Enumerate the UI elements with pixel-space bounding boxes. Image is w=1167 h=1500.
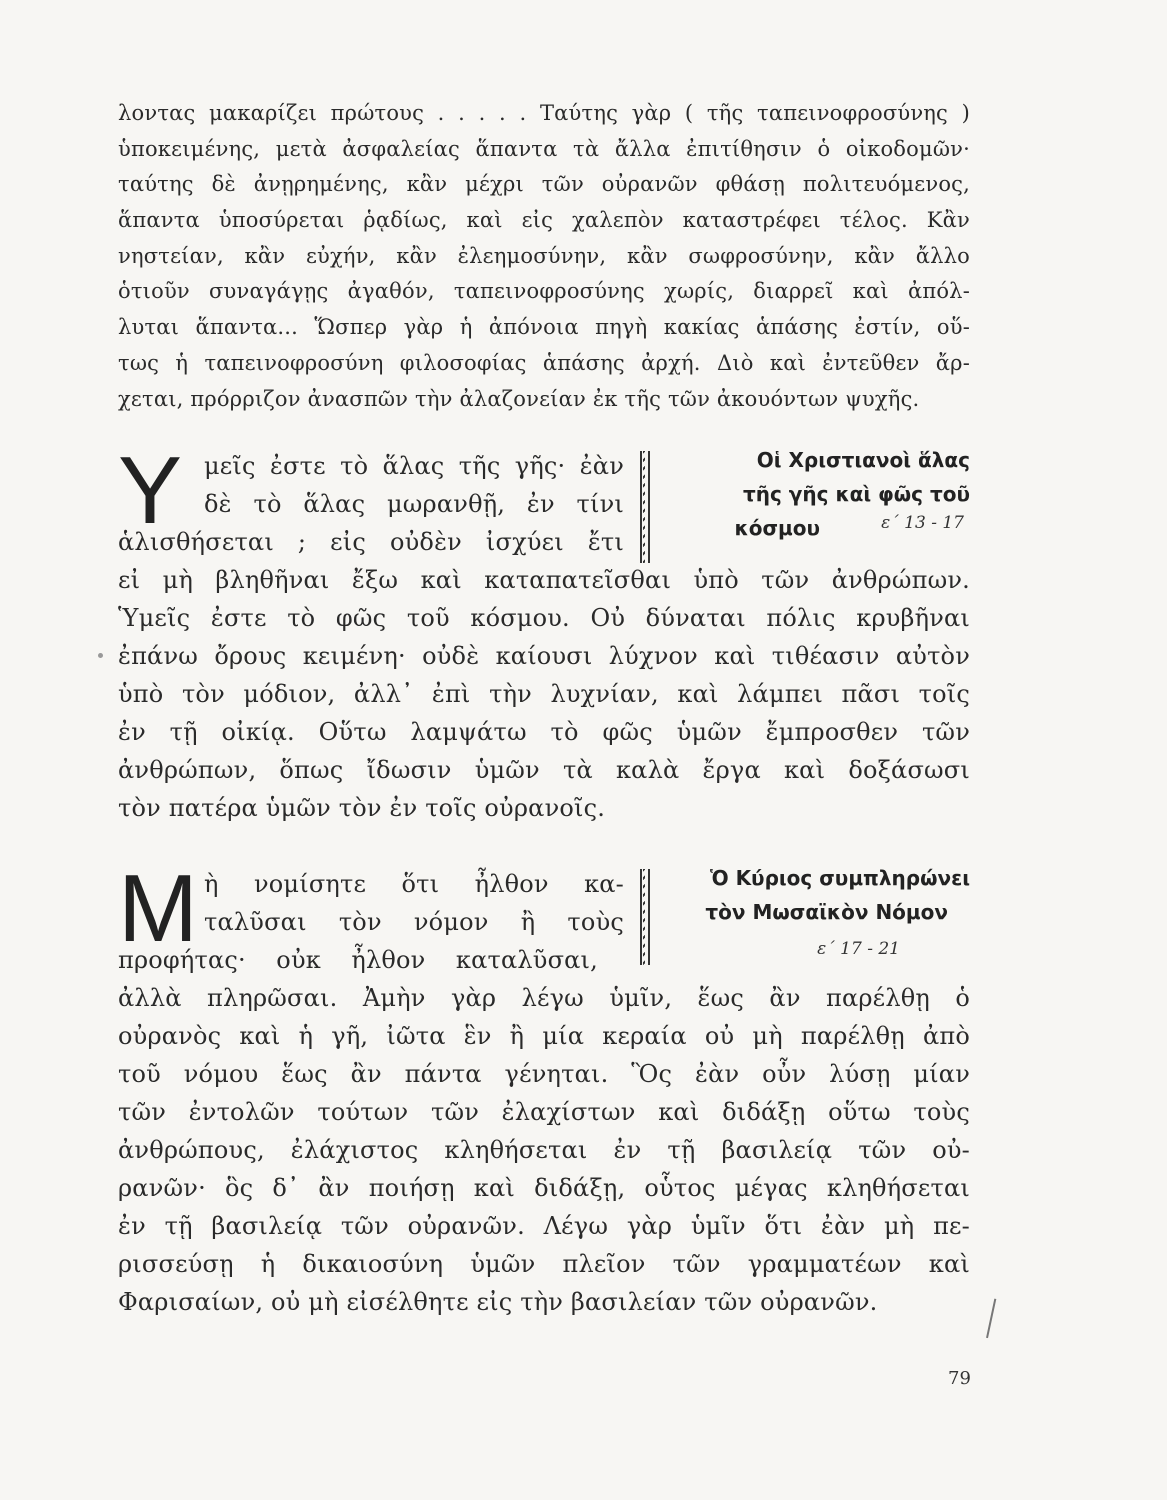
text-line: τῶν ἐντολῶν τούτων τῶν ἐλαχίστων καὶ διδάξῃ οὕτω τοὺς [118,1098,970,1126]
text-line: ρανῶν· ὃς δ᾽ ἂν ποιήσῃ καὶ διδάξῃ, οὗτος μέγας κληθήσεται [118,1174,970,1202]
indented-lines [204,447,624,523]
text-line: ὑπὸ τὸν μόδιον, ἀλλ᾽ ἐπὶ τὴν λυχνίαν, καὶ λάμπει πᾶσι τοῖς [118,680,970,708]
text-line: τὸν πατέρα ὑμῶν τὸν ἐν τοῖς οὐρανοῖς. [118,794,606,822]
text-line: ὴ νομίσητε ὅτι ἦλθον κα- [204,870,624,898]
full-width-lines [118,561,970,827]
top-paragraph [118,96,970,417]
text-line: δὲ τὸ ἅλας μωρανθῇ, ἐν τίνι [204,490,624,518]
text-line: ὑποκειμένης, μετὰ ἀσφαλείας ἅπαντα τὰ ἄλλα ἐπιτίθησιν ὁ οἰκοδομῶν· [118,136,970,161]
text-line: τοῦ νόμου ἕως ἂν πάντα γένηται. Ὃς ἐὰν οὖν λύσῃ μίαν [118,1060,970,1088]
side-title-line: κόσμου [734,516,820,540]
drop-cap: Μ [118,855,198,962]
text-line: οὐρανὸς καὶ ἡ γῆ, ἰῶτα ἓν ἢ μία κεραία οὐ μὴ παρέλθῃ ἀπὸ [118,1022,970,1050]
verse-reference: ε΄ 17 - 21 [817,939,900,959]
text-line: ἅπαντα ὑποσύρεται ῥᾳδίως, καὶ εἰς χαλεπὸν καταστρέφει τέλος. Κἂν [118,208,970,233]
text-line: ἀνθρώπων, ὅπως ἴδωσιν ὑμῶν τὰ καλὰ ἔργα καὶ δοξάσωσι [118,756,970,784]
text-line: λυται ἅπαντα... Ὥσπερ γὰρ ἡ ἀπόνοια πηγὴ κακίας ἁπάσης ἐστίν, οὕ- [118,315,970,340]
text-line: λοντας μακαρίζει πρώτους . . . . . Ταύτης γὰρ ( τῆς ταπεινοφροσύνης ) [118,101,970,125]
text-line: χεται, πρόρριζον ἀνασπῶν τὴν ἀλαζονείαν ἐκ τῆς τῶν ἀκουόντων ψυχῆς. [118,386,920,411]
text-line: Ὑμεῖς ἐστε τὸ φῶς τοῦ κόσμου. Οὐ δύναται πόλις κρυβῆναι [118,604,970,632]
narrow-line [118,941,598,979]
hatched-rule [640,451,650,563]
text-line: ἐπάνω ὄρους κειμένη· οὐδὲ καίουσι λύχνον καὶ τιθέασιν αὐτὸν [118,642,970,670]
side-title-line: τῆς γῆς καὶ φῶς τοῦ [742,482,970,506]
page-number: 79 [948,1368,971,1389]
text-line: ἐν τῇ βασιλείᾳ τῶν οὐρανῶν. Λέγω γὰρ ὑμῖν ὅτι ἐὰν μὴ πε- [118,1212,970,1240]
side-title-line: Οἱ Χριστιανοὶ ἅλας [756,448,970,472]
hatched-rule [640,869,650,965]
text-line: ρισσεύσῃ ἡ δικαιοσύνη ὑμῶν πλεῖον τῶν γραμματέων καὶ [118,1250,970,1278]
text-line: μεῖς ἐστε τὸ ἅλας τῆς γῆς· ἐὰν [204,452,624,480]
text-line: προφήτας· οὐκ ἦλθον καταλῦσαι, [118,946,598,974]
verse-reference: ε΄ 13 - 17 [881,513,964,533]
text-line: εἰ μὴ βληθῆναι ἔξω καὶ καταπατεῖσθαι ὑπὸ τῶν ἀνθρώπων. [118,566,970,594]
text-line: ἐν τῇ οἰκίᾳ. Οὕτω λαμψάτω τὸ φῶς ὑμῶν ἔμπροσθεν τῶν [118,718,970,746]
text-line: ἀλλὰ πληρῶσαι. Ἀμὴν γὰρ λέγω ὑμῖν, ἕως ἂν παρέλθῃ ὁ [118,984,970,1012]
full-width-lines [118,979,970,1321]
drop-cap: Υ [118,437,183,544]
pencil-margin-stroke [986,1299,1012,1342]
indented-lines [204,865,624,941]
text-line: ὁτιοῦν συναγάγῃς ἀγαθόν, ταπεινοφροσύνης χωρίς, διαρρεῖ καὶ ἀπόλ- [118,279,970,304]
margin-mark [98,653,103,658]
text-line: ταλῦσαι τὸν νόμον ἢ τοὺς [204,908,624,936]
text-line: ἁλισθήσεται ; εἰς οὐδὲν ἰσχύει ἔτι [118,528,624,556]
narrow-line [118,523,624,561]
side-title-line: τὸν Μωσαϊκὸν Νόμον [705,900,948,924]
text-line: ταύτης δὲ ἀνῃρημένης, κἂν μέχρι τῶν οὐρανῶν φθάσῃ πολιτευόμενος, [118,172,970,197]
text-line: ἀνθρώπους, ἐλάχιστος κληθήσεται ἐν τῇ βασιλείᾳ τῶν οὐ- [118,1136,970,1164]
text-line: τως ἡ ταπεινοφροσύνη φιλοσοφίας ἁπάσης ἀρχή. Διὸ καὶ ἐντεῦθεν ἄρ- [118,350,970,375]
side-title-line: Ὁ Κύριος συμπληρώνει [709,866,970,890]
text-line: νηστείαν, κἂν εὐχήν, κἂν ἐλεημοσύνην, κἂν σωφροσύνην, κἂν ἄλλο [118,243,970,268]
text-line: Φαρισαίων, οὐ μὴ εἰσέλθητε εἰς τὴν βασιλείαν τῶν οὐρανῶν. [118,1288,878,1316]
